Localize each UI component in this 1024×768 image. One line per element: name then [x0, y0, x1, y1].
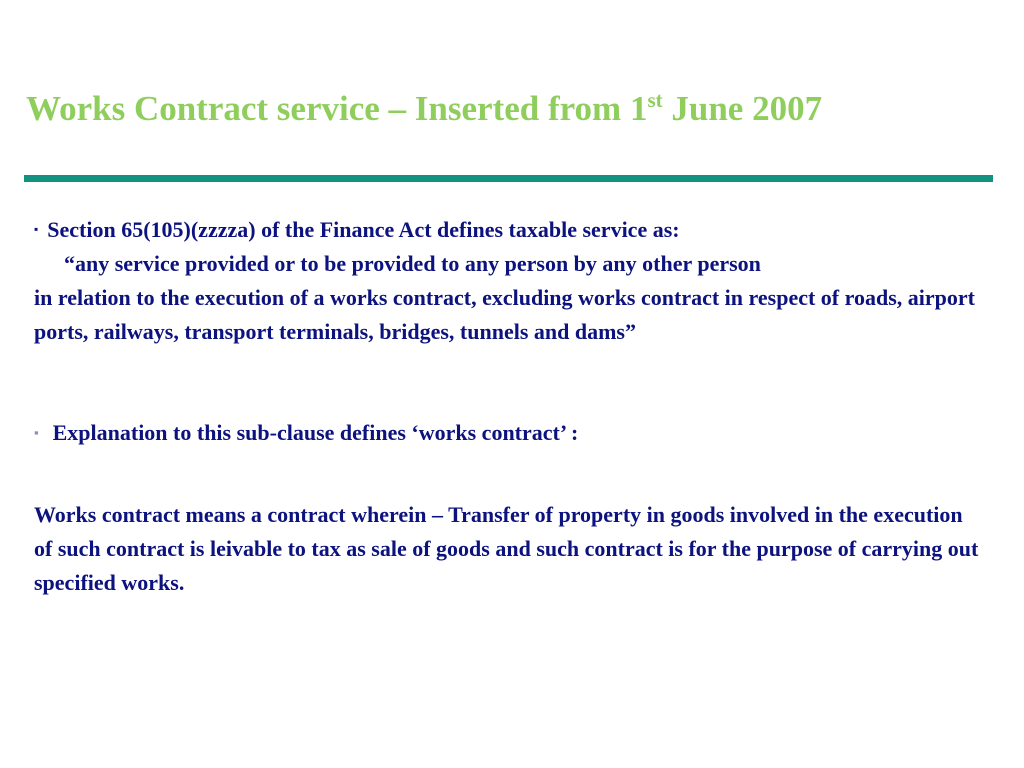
- quote-first-line: “any service provided or to be provided to any person by any other person: [64, 251, 761, 276]
- square-bullet-icon: ▪: [34, 425, 39, 440]
- quote-continuation: in relation to the execution of a works contract, excluding works contract in respect of roads, airport ports, railways, transport terminals, bridges, tunnels and dams”: [34, 285, 975, 344]
- bullet-section-definition: [34, 212, 984, 349]
- square-bullet-icon: ▪: [34, 222, 39, 236]
- bullet-explanation: [34, 416, 984, 450]
- slide-title-tail: June 2007: [662, 89, 823, 128]
- slide-title: [26, 88, 822, 130]
- bullet-section-heading: Section 65(105)(zzzza) of the Finance Act defines taxable service as:: [47, 217, 680, 242]
- bullet-explanation-heading: Explanation to this sub-clause defines ‘works contract’ :: [52, 420, 579, 445]
- slide-title-main: Works Contract service – Inserted from 1: [26, 89, 648, 128]
- works-contract-definition: Works contract means a contract wherein – Transfer of property in goods involved in the execution of such contract is leivable to tax as sale of goods and such contract is for the purpose of carrying out specified works.: [34, 502, 979, 595]
- title-divider: [24, 175, 993, 182]
- slide-title-superscript: st: [647, 88, 663, 112]
